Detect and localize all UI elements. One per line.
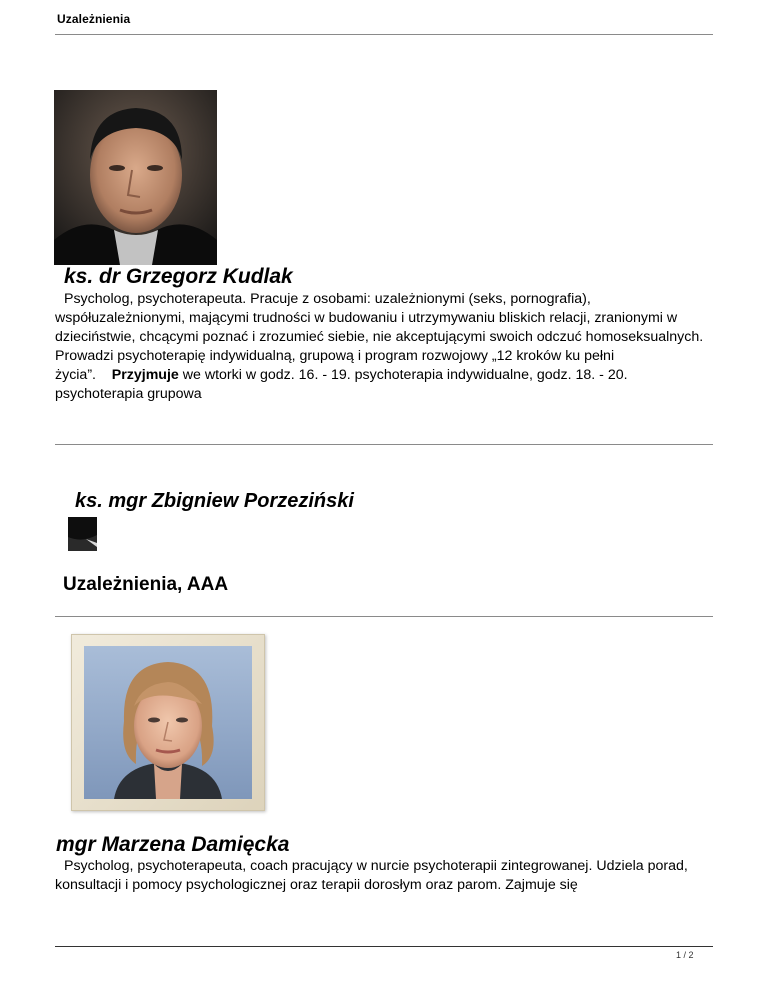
portrait-photo-kudlak (54, 90, 217, 265)
person-name-porzezinski: ks. mgr Zbigniew Porzeziński (75, 490, 354, 512)
page-header-title: Uzależnienia (57, 12, 131, 26)
footer-divider (55, 946, 713, 947)
portrait-frame (71, 634, 265, 811)
person-description-damiecka (55, 857, 715, 895)
description-schedule: we wtorki w godz. 16. - 19. psychoterapia indywidualne, godz. 18. - 20. psychoterapia grupowa (55, 367, 628, 402)
person-name-damiecka: mgr Marzena Damięcka (56, 833, 290, 856)
person-description-kudlak (55, 290, 715, 404)
description-bold-label: Przyjmuje (111, 367, 179, 383)
small-portrait-photo (68, 517, 97, 551)
description-text: Psycholog, psychoterapeuta. Pracuje z osobami: uzależnionymi (seks, pornografia), współuzależnionymi, mającymi trudności w budowaniu i utrzymywaniu bliskich relacji, zranionymi w dzieciństwie, chcącymi poznać i zrozumieć siebie, nie akceptującymi swoich odczuć homoseksualnych. Prowadzi psychoterapię indywidualną, grupową i program rozwojowy „12 kroków ku pełni życia”. (55, 291, 704, 383)
description-text: Psycholog, psychoterapeuta, coach pracujący w nurcie psychoterapii zintegrowanej. Udziela porad, konsultacji i pomocy psychologicznej oraz terapii dorosłym oraz parom. Zajmuje się (55, 858, 688, 893)
section-divider (55, 444, 713, 445)
section-divider (55, 616, 713, 617)
section-heading: Uzależnienia, AAA (63, 574, 229, 595)
header-divider (55, 34, 713, 35)
page-number: 1 / 2 (676, 950, 694, 960)
person-name-kudlak: ks. dr Grzegorz Kudlak (64, 265, 293, 288)
portrait-photo-damiecka (84, 646, 252, 799)
